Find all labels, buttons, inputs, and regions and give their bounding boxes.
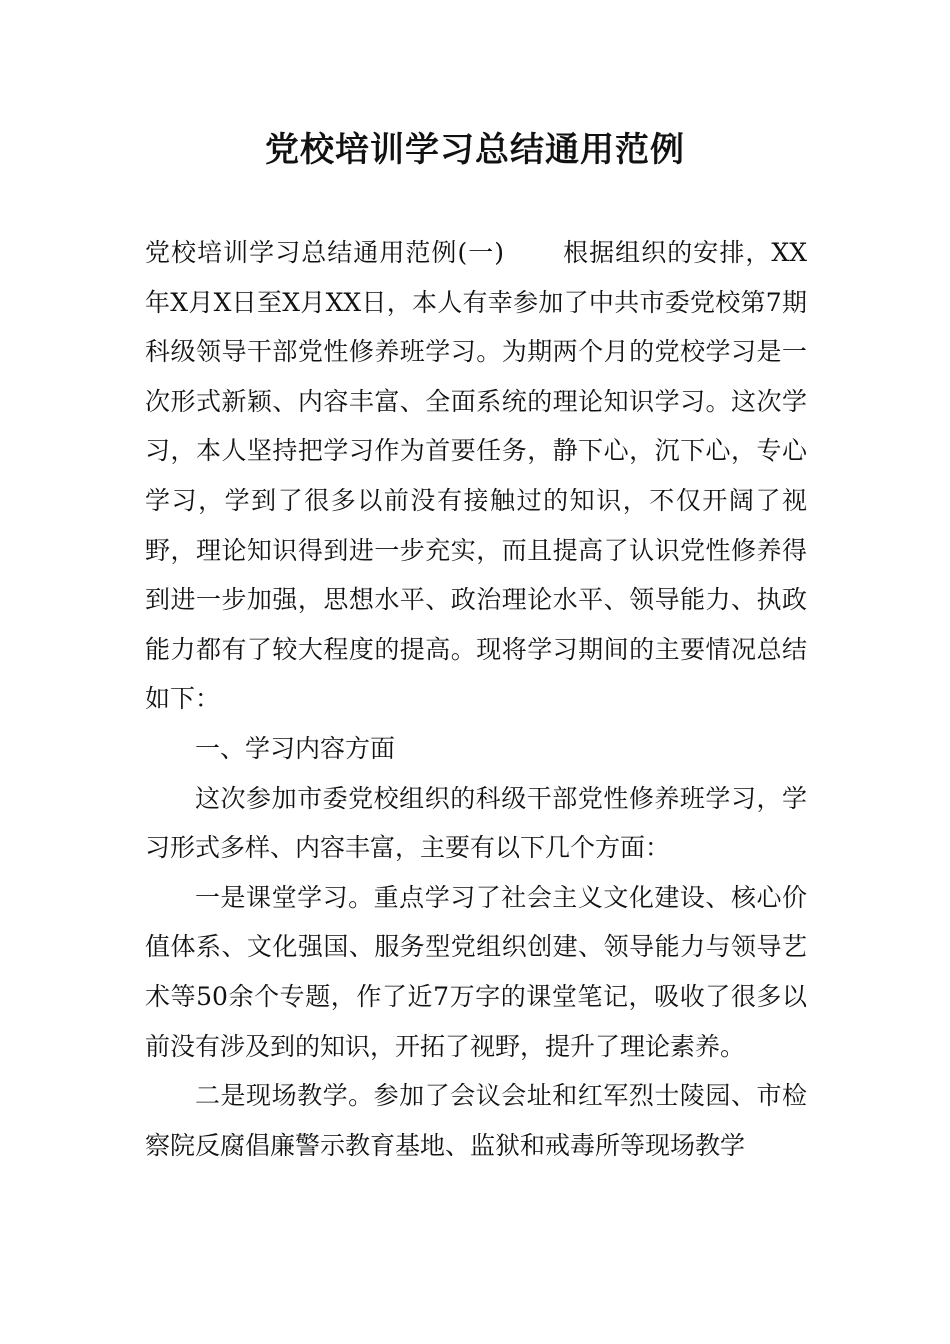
paragraph-3: 二是现场教学。参加了会议会址和红军烈士陵园、市检察院反腐倡廉警示教育基地、监狱和戒毒所等现场教学 [145,1081,807,1160]
document-body [145,228,807,1170]
paragraph-2: 一是课堂学习。重点学习了社会主义文化建设、核心价值体系、文化强国、服务型党组织创建、领导能力与领导艺术等50余个专题，作了近7万字的课堂笔记，吸收了很多以前没有涉及到的知识，开拓了视野，提升了理论素养。 [145,882,807,1061]
intro-paragraph [145,228,807,724]
document-title: 党校培训学习总结通用范例 [265,130,685,170]
section-heading-1: 一、学习内容方面 [195,733,396,763]
paragraph-1: 这次参加市委党校组织的科级干部党性修养班学习，学习形式多样、内容丰富，主要有以下几个方面： [145,783,807,863]
intro-lead: 党校培训学习总结通用范例(一) [145,238,505,267]
intro-text: 根据组织的安排，XX年X月X日至X月XX日，本人有幸参加了中共市委党校第7期科级领导干部党性修养班学习。为期两个月的党校学习是一次形式新颖、内容丰富、全面系统的理论知识学习。这次学习，本人坚持把学习作为首要任务，静下心，沉下心，专心学习，学到了很多以前没有接触过的知识，不仅开阔了视野，理论知识得到进一步充实，而且提高了认识党性修养得到进一步加强，思想水平、政治理论水平、领导能力、执政能力都有了较大程度的提高。现将学习期间的主要情况总结如下： [145,238,807,714]
